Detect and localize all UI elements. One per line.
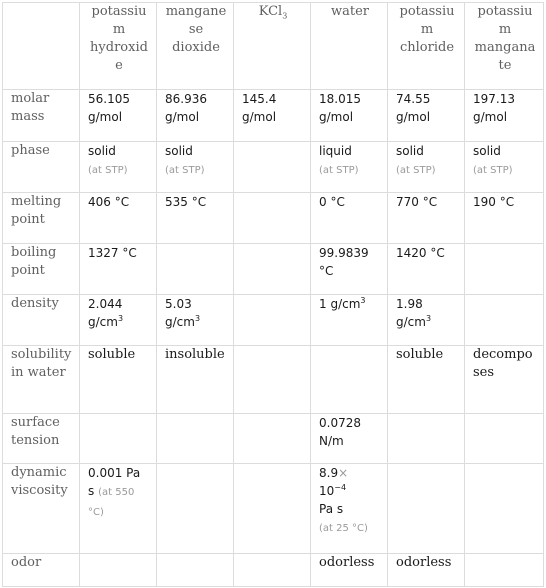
row-label-density: density	[3, 295, 80, 346]
cell-molar-mass-k2mno4: 197.13 g/mol	[465, 90, 544, 142]
row-boiling-point	[3, 244, 544, 295]
viscosity-condition: (at 550 °C)	[88, 487, 135, 518]
viscosity-unit: Pa s	[319, 502, 344, 516]
cell-phase-kcl3	[234, 142, 311, 193]
cell-density-water	[311, 295, 388, 346]
phase-condition: (at STP)	[319, 165, 359, 176]
cell-viscosity-water	[311, 464, 388, 554]
cell-molar-mass-water: 18.015 g/mol	[311, 90, 388, 142]
density-exponent: 3	[194, 314, 201, 323]
row-dynamic-viscosity	[3, 464, 544, 554]
header-row	[3, 3, 544, 90]
cell-odor-k2mno4	[465, 554, 544, 587]
cell-phase-koh	[80, 142, 157, 193]
cell-viscosity-koh	[80, 464, 157, 554]
cell-viscosity-kcl	[388, 464, 465, 554]
phase-condition: (at STP)	[165, 165, 205, 176]
cell-viscosity-k2mno4	[465, 464, 544, 554]
density-value: 1.98 g/cm	[396, 297, 426, 329]
cell-molar-mass-kcl3: 145.4 g/mol	[234, 90, 311, 142]
cell-boiling-kcl: 1420 °C	[388, 244, 465, 295]
col-header-potassium-chloride: potassium chloride	[388, 3, 465, 90]
row-label-phase: phase	[3, 142, 80, 193]
density-exponent: 3	[360, 296, 366, 305]
row-odor	[3, 554, 544, 587]
row-label-surface-tension: surface tension	[3, 414, 80, 464]
row-solubility	[3, 346, 544, 414]
row-molar-mass	[3, 90, 544, 142]
viscosity-condition: (at 25 °C)	[319, 523, 368, 534]
cell-melting-water: 0 °C	[311, 193, 388, 244]
cell-boiling-k2mno4	[465, 244, 544, 295]
row-label-boiling-point: boiling point	[3, 244, 80, 295]
row-density	[3, 295, 544, 346]
density-value: 5.03 g/cm	[165, 297, 195, 329]
cell-phase-k2mno4	[465, 142, 544, 193]
phase-condition: (at STP)	[88, 165, 128, 176]
col-header-kcl3	[234, 3, 311, 90]
kcl3-base: KCl	[258, 4, 283, 19]
cell-viscosity-kcl3	[234, 464, 311, 554]
corner-cell	[3, 3, 80, 90]
row-phase	[3, 142, 544, 193]
cell-boiling-water: 99.9839 °C	[311, 244, 388, 295]
cell-surface-kcl3	[234, 414, 311, 464]
cell-molar-mass-kcl: 74.55 g/mol	[388, 90, 465, 142]
cell-density-kcl3	[234, 295, 311, 346]
cell-solubility-koh: soluble	[80, 346, 157, 414]
viscosity-exponent: −4	[334, 483, 347, 492]
cell-phase-water	[311, 142, 388, 193]
cell-melting-k2mno4: 190 °C	[465, 193, 544, 244]
cell-boiling-mno2	[157, 244, 234, 295]
cell-phase-mno2	[157, 142, 234, 193]
cell-density-koh	[80, 295, 157, 346]
cell-melting-kcl: 770 °C	[388, 193, 465, 244]
cell-odor-mno2	[157, 554, 234, 587]
cell-density-k2mno4	[465, 295, 544, 346]
cell-boiling-koh: 1327 °C	[80, 244, 157, 295]
viscosity-value: 0.001 Pa s	[88, 466, 141, 498]
density-exponent: 3	[117, 314, 124, 323]
row-surface-tension	[3, 414, 544, 464]
cell-melting-mno2: 535 °C	[157, 193, 234, 244]
cell-phase-kcl	[388, 142, 465, 193]
cell-viscosity-mno2	[157, 464, 234, 554]
cell-odor-kcl3	[234, 554, 311, 587]
phase-value: solid	[88, 144, 116, 158]
phase-value: solid	[165, 144, 193, 158]
col-header-potassium-manganate: potassium manganate	[465, 3, 544, 90]
cell-surface-koh	[80, 414, 157, 464]
cell-solubility-k2mno4: decomposes	[465, 346, 544, 414]
density-value: 2.044 g/cm	[88, 297, 123, 329]
density-exponent: 3	[425, 314, 432, 323]
cell-surface-mno2	[157, 414, 234, 464]
row-label-molar-mass: molar mass	[3, 90, 80, 142]
phase-value: solid	[396, 144, 424, 158]
row-label-melting-point: melting point	[3, 193, 80, 244]
cell-solubility-kcl: soluble	[388, 346, 465, 414]
cell-solubility-water	[311, 346, 388, 414]
cell-odor-water: odorless	[311, 554, 388, 587]
density-value: 1 g/cm	[319, 297, 361, 311]
col-header-manganese-dioxide: manganese dioxide	[157, 3, 234, 90]
cell-boiling-kcl3	[234, 244, 311, 295]
cell-surface-kcl	[388, 414, 465, 464]
cell-odor-koh	[80, 554, 157, 587]
row-label-solubility: solubility in water	[3, 346, 80, 414]
cell-molar-mass-koh: 56.105 g/mol	[80, 90, 157, 142]
phase-condition: (at STP)	[396, 165, 436, 176]
cell-solubility-kcl3	[234, 346, 311, 414]
kcl3-subscript: 3	[282, 11, 288, 21]
row-label-dynamic-viscosity: dynamic viscosity	[3, 464, 80, 554]
col-header-water: water	[311, 3, 388, 90]
cell-surface-k2mno4	[465, 414, 544, 464]
cell-melting-koh: 406 °C	[80, 193, 157, 244]
times-sign: ×	[338, 466, 349, 480]
cell-melting-kcl3	[234, 193, 311, 244]
cell-density-mno2	[157, 295, 234, 346]
phase-value: liquid	[319, 144, 352, 158]
properties-table	[2, 2, 544, 587]
phase-condition: (at STP)	[473, 165, 513, 176]
col-header-potassium-hydroxide: potassium hydroxide	[80, 3, 157, 90]
cell-density-kcl	[388, 295, 465, 346]
viscosity-mantissa: 8.9	[319, 466, 339, 480]
viscosity-base: 10	[319, 484, 335, 498]
row-melting-point	[3, 193, 544, 244]
cell-odor-kcl: odorless	[388, 554, 465, 587]
row-label-odor: odor	[3, 554, 80, 587]
cell-surface-water: 0.0728 N/m	[311, 414, 388, 464]
cell-solubility-mno2: insoluble	[157, 346, 234, 414]
phase-value: solid	[473, 144, 501, 158]
cell-molar-mass-mno2: 86.936 g/mol	[157, 90, 234, 142]
